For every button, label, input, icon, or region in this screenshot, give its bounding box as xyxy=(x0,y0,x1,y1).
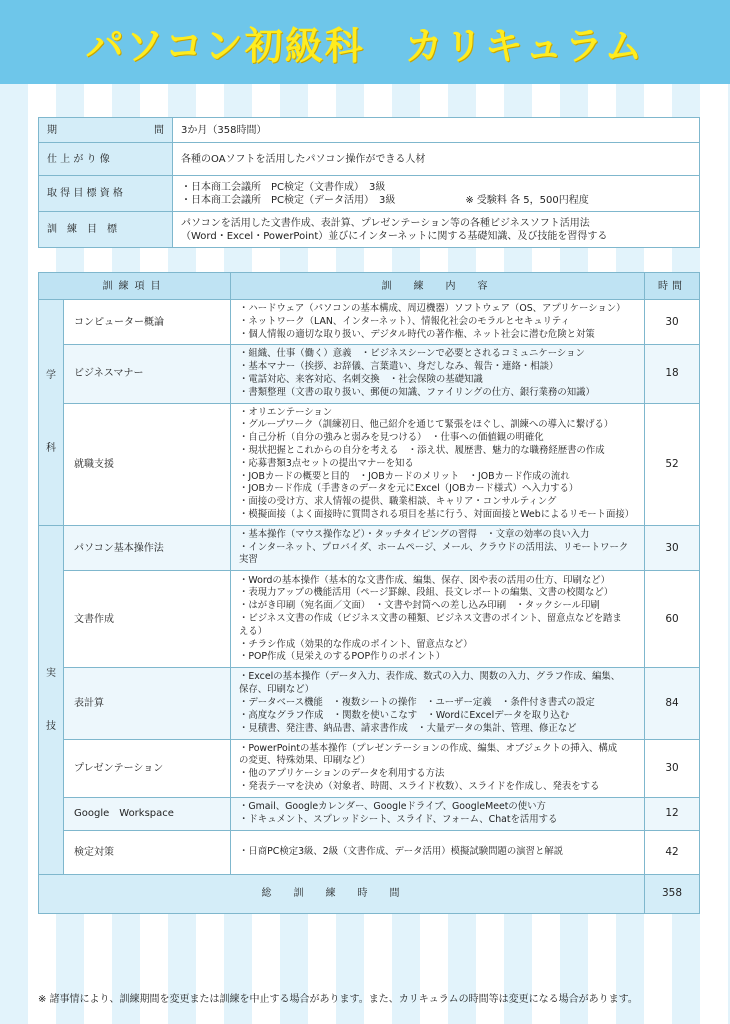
goal-value xyxy=(173,212,700,248)
row-hours: 30 xyxy=(645,739,700,797)
table-row xyxy=(39,571,700,668)
header-training-item: 訓練項目 xyxy=(39,273,231,300)
row-item-name: 就職支援 xyxy=(64,403,231,525)
table-row xyxy=(39,668,700,739)
row-item-name: 文書作成 xyxy=(64,571,231,668)
content-line: ・見積書、発注書、納品書、請求書作成 ・大量データの集計、管理、修正など xyxy=(239,722,577,734)
content-line: ・現状把握とこれからの自分を考える ・添え状、履歴書、魅力的な職務経歴書の作成 xyxy=(239,444,605,456)
info-row-image xyxy=(39,143,700,176)
row-content xyxy=(231,797,645,830)
content-line: ・書類整理（文書の取り扱い、郵便の知識、ファイリングの仕方、銀行業務の知識） xyxy=(239,386,595,398)
content-line: ・Excelの基本操作（データ入力、表作成、数式の入力、関数の入力、グラフ作成、編集、 xyxy=(239,671,621,683)
header-hours: 時間 xyxy=(645,273,700,300)
content-line: ・Gmail、Googleカレンダー、Googleドライブ、GoogleMeetの使い方 xyxy=(239,801,546,813)
table-row xyxy=(39,300,700,345)
row-item-name: 表計算 xyxy=(64,668,231,739)
content-line: ・面接の受け方、求人情報の提供、職業相談、キャリア・コンサルティング xyxy=(239,496,557,508)
page-title: パソコン初級科 カリキュラム xyxy=(85,23,645,68)
content-line: 保存、印刷など） xyxy=(239,684,315,696)
row-hours: 52 xyxy=(645,403,700,525)
row-content xyxy=(231,668,645,739)
content-line: ・インターネット、プロバイダ、ホームページ、メール、クラウドの活用法、リモートワーク xyxy=(239,541,629,553)
content-line: 実習 xyxy=(239,554,258,566)
row-hours: 12 xyxy=(645,797,700,830)
row-hours: 30 xyxy=(645,525,700,571)
row-item-name: パソコン基本操作法 xyxy=(64,525,231,571)
row-item-name: 検定対策 xyxy=(64,830,231,874)
qualification-line-1: ・日本商工会議所 PC検定（文書作成） 3級 xyxy=(181,181,386,193)
row-item-name: プレゼンテーション xyxy=(64,739,231,797)
content-line: ・高度なグラフ作成 ・関数を使いこなす ・WordにExcelデータを取り込む xyxy=(239,709,570,721)
curriculum-header-row xyxy=(39,273,700,300)
period-label: 期 間 xyxy=(39,118,173,143)
curriculum-table xyxy=(38,272,700,914)
content-line: の変更、特殊効果、印刷など） xyxy=(239,755,371,767)
header-training-content: 訓 練 内 容 xyxy=(231,273,645,300)
content-line: ・ドキュメント、スプレッドシート、スライド、フォーム、Chatを活用する xyxy=(239,813,558,825)
content-line: ・電話対応、来客対応、名刺交換 ・社会保険の基礎知識 xyxy=(239,373,483,385)
total-row xyxy=(39,874,700,913)
group-practical-char-1: 実 xyxy=(46,667,56,679)
row-hours: 84 xyxy=(645,668,700,739)
row-content xyxy=(231,830,645,874)
group-practical xyxy=(39,525,64,874)
row-item-name: ビジネスマナー xyxy=(64,345,231,403)
qualification-line-2: ・日本商工会議所 PC検定（データ活用） 3級 xyxy=(181,194,396,206)
table-row xyxy=(39,739,700,797)
group-academic-char-2: 科 xyxy=(46,443,56,455)
content-line: ・オリエンテーション xyxy=(239,406,333,418)
goal-line-2: （Word・Excel・PowerPoint）並びにインターネットに関する基礎知識、及び技能を習得する xyxy=(181,230,608,242)
content-line: ・JOBカード作成（手書きのデータを元にExcel（JOBカード様式）へ入力する） xyxy=(239,483,579,495)
content-line: ・ビジネス文書の作成（ビジネス文書の種類、ビジネス文書のポイント、留意点などを踏ま xyxy=(239,612,622,624)
content-line: ・PowerPointの基本操作（プレゼンテーションの作成、編集、オブジェクトの挿入、構成 xyxy=(239,742,618,754)
row-content xyxy=(231,571,645,668)
content-line: ・自己分析（自分の強みと弱みを見つける） ・仕事への価値観の明確化 xyxy=(239,432,544,444)
goal-label: 訓 練 目 標 xyxy=(39,212,173,248)
table-row xyxy=(39,830,700,874)
row-content xyxy=(231,739,645,797)
title-banner xyxy=(0,0,730,84)
row-hours: 42 xyxy=(645,830,700,874)
content-line: ・日商PC検定3級、2級（文書作成、データ活用）模擬試験問題の演習と解説 xyxy=(239,845,564,857)
row-content xyxy=(231,300,645,345)
content-line: ・ネットワーク（LAN、インターネット）、情報化社会のモラルとセキュリティ xyxy=(239,315,570,327)
row-hours: 18 xyxy=(645,345,700,403)
content-line: ・ハードウェア（パソコンの基本構成、周辺機器）ソフトウェア（OS、アプリケーション） xyxy=(239,303,626,314)
content-line: ・他のアプリケーションのデータを利用する方法 xyxy=(239,768,445,780)
content-line: ・基本マナー（挨拶、お辞儀、言葉遣い、身だしなみ、報告・連絡・相談） xyxy=(239,361,559,373)
course-info-table xyxy=(38,117,700,248)
row-item-name: コンピューター概論 xyxy=(64,300,231,345)
table-row xyxy=(39,403,700,525)
row-content xyxy=(231,345,645,403)
total-label: 総訓練時間 xyxy=(39,874,645,913)
row-content xyxy=(231,525,645,571)
row-hours: 30 xyxy=(645,300,700,345)
info-row-goal xyxy=(39,212,700,248)
goal-line-1: パソコンを活用した文書作成、表計算、プレゼンテーション等の各種ビジネスソフト活用法 xyxy=(181,217,590,229)
content-line: ・応募書類3点セットの提出マナーを知る xyxy=(239,457,414,469)
content-line: ・POP作成（見栄えのするPOP作りのポイント） xyxy=(239,651,446,663)
content-line: える） xyxy=(239,625,268,637)
content-line: ・データベース機能 ・複数シートの操作 ・ユーザー定義 ・条件付き書式の設定 xyxy=(239,697,595,709)
footer-note: ※ 諸事情により、訓練期間を変更または訓練を中止する場合があります。また、カリキュラムの時間等は変更になる場合があります。 xyxy=(38,994,638,1005)
info-row-period xyxy=(39,118,700,143)
content-line: ・グループワーク（訓練初日、他己紹介を通じて緊張をほぐし、訓練への導入に繋げる） xyxy=(239,419,614,431)
content-line: ・基本操作（マウス操作など）・タッチタイピングの習得 ・文章の効率の良い入力 xyxy=(239,528,590,540)
total-hours: 358 xyxy=(645,874,700,913)
table-row xyxy=(39,525,700,571)
row-content xyxy=(231,403,645,525)
table-row xyxy=(39,797,700,830)
content-line: ・JOBカードの概要と目的 ・JOBカードのメリット ・JOBカード作成の流れ xyxy=(239,470,570,482)
content-line: ・チラシ作成（効果的な作成のポイント、留意点など） xyxy=(239,638,473,650)
qualification-value xyxy=(173,176,700,212)
exam-fee-note: ※ 受験料 各 5，500円程度 xyxy=(465,194,589,206)
content-line: ・はがき印刷（宛名面／文面） ・文書や封筒への差し込み印刷 ・タックシール印刷 xyxy=(239,600,600,612)
row-item-name: Google Workspace xyxy=(64,797,231,830)
info-row-qualification xyxy=(39,176,700,212)
group-academic-char-1: 学 xyxy=(46,370,56,382)
content-line: ・Wordの基本操作（基本的な文書作成、編集、保存、図や表の活用の仕方、印刷など） xyxy=(239,574,610,586)
content-line: ・組織、仕事（働く）意義 ・ビジネスシーンで必要とされるコミュニケーション xyxy=(239,348,585,360)
qualification-label: 取 得 目 標 資 格 xyxy=(39,176,173,212)
group-academic xyxy=(39,300,64,526)
content-line: ・模擬面接（よく面接時に質問される項目を基に行う、対面面接とWebによるリモート面接） xyxy=(239,508,635,520)
table-row xyxy=(39,345,700,403)
content-line: ・表現力アップの機能活用（ページ罫線、段組、長文レポートの編集、文書の校閲など） xyxy=(239,587,614,599)
content-line: ・発表テーマを決め（対象者、時間、スライド枚数）、スライドを作成し、発表をする xyxy=(239,781,600,793)
group-practical-char-2: 技 xyxy=(46,720,56,732)
content-line: ・個人情報の適切な取り扱い、デジタル時代の著作権、ネット社会に潜む危険と対策 xyxy=(239,328,595,340)
image-value: 各種のOAソフトを活用したパソコン操作ができる人材 xyxy=(173,143,700,176)
period-value: 3か月（358時間） xyxy=(173,118,700,143)
qualification-line-2-wrap xyxy=(181,194,691,207)
row-hours: 60 xyxy=(645,571,700,668)
image-label: 仕 上 が り 像 xyxy=(39,143,173,176)
